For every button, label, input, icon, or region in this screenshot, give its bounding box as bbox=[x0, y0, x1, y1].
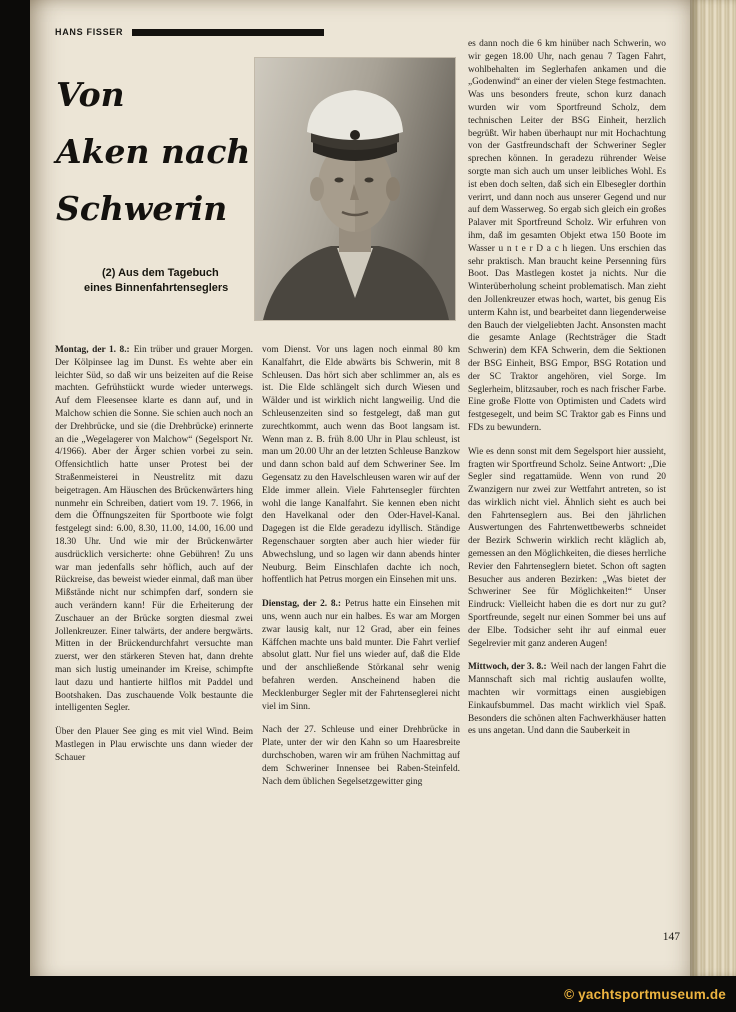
paragraph-text: Petrus hatte ein Einsehen mit uns, wenn auch nur ein halbes. Es war am Morgen zwar lausig kalt, nur 12 Grad, aber ein feines Käffchen machte uns bald munter. Die Fahrt verlief absolut glatt. Nur fiel uns wieder auf, daß die Elde und der anschließende Störkanal sehr wenig befahren werden. Anscheinend haben die Mecklenburger Segler mit der Fahrtenseglerei nicht viel im Sinn. bbox=[262, 599, 460, 712]
subtitle-line-1: (2) Aus dem Tagebuch bbox=[102, 267, 219, 279]
paragraph bbox=[262, 724, 460, 788]
paragraph-text: Nach der 27. Schleuse und einer Drehbrücke in Plate, unter der wir den Kahn so um Haaresbreite durchschoben, waren wir am frühen Nachmittag auf dem Schweriner Innensee bei Raben-Steinfeld. Nach dem üblichen Segelsetzgewitter ging bbox=[262, 725, 460, 787]
text-column-3 bbox=[468, 38, 666, 936]
title-line-1: Von bbox=[56, 75, 125, 114]
paragraph-text: Über den Plauer See ging es mit viel Wind. Beim Mastlegen in Plau erwischte uns dann wieder der Schauer bbox=[55, 727, 253, 763]
paragraph bbox=[262, 598, 460, 713]
paragraph-date-lead: Dienstag, der 2. 8.: bbox=[262, 599, 342, 610]
watermark: © yachtsportmuseum.de bbox=[564, 986, 726, 1002]
portrait-photo bbox=[255, 58, 455, 320]
paragraph bbox=[262, 344, 460, 587]
article-title bbox=[56, 66, 266, 237]
paragraph bbox=[55, 726, 253, 764]
text-column-2 bbox=[262, 344, 460, 936]
text-column-1 bbox=[55, 344, 253, 936]
author-rule-bar bbox=[132, 29, 324, 36]
paragraph-text: Weil nach der langen Fahrt die Mannschaft sich mal richtig auslaufen wollte, machten wir vormittags einen ausgiebigen Einkaufsbummel. Das macht wirklich viel Spaß. Besonders die schönen alten Fachwerkhäuser hatten es uns angetan. Und dann die Sauberkeit in bbox=[468, 662, 666, 737]
page-number: 147 bbox=[662, 931, 680, 943]
book-page-edges bbox=[690, 0, 736, 976]
paragraph bbox=[468, 38, 666, 435]
paragraph-text: Ein trüber und grauer Morgen. Der Kölpinsee lag im Dunst. Es wehte aber ein leichter Süd, so daß wir uns beizeiten auf die Reise machten. Gefrühstückt wurde wieder unterwegs. Auf dem Fleesensee klarte es dann auf, und in Malchow schien die Sonne. Sie schien auch noch an der Drehbrücke, und sie (die Drehbrücke) erinnerte an die „Wegelagerer von Malchow“ (Segelsport Nr. 4/1966). Aber der Ärger schien vorbei zu sein. Offensichtlich hatte unser Protest bei der Straßenmeisterei in Neustrelitz mit dazu beigetragen. Am Häuschen des Brückenwärters hing nunmehr ein Schreiben, datiert vom 19. 7. 1966, in dem die Öffnungszeiten für Sportboote wie folgt festgelegt sind: 6.00, 8.30, 11.00, 14.00, 16.00 und 18.30 Uhr. Und wie mir der Brückenwärter ausdrücklich versicherte: ohne Gebühren! Zu uns war man jedenfalls sehr höflich, auch auf der Rückreise, das beweist wieder einmal, daß man über Mißstände nicht nur schimpfen darf, sondern sie auch verändern kann! Für die Erheiterung der Zuschauer an der Brücke sorgten diesmal zwei Jollenkreuzer. Einer talwärts, der andere bergwärts. Mitten in der Brückendurchfahrt versuchte man zuerst, wer den stärkeren Steven hat, dann drehte man sich lustig umeinander im Kreise, schimpfte laut dazu und hantierte hilflos mit Paddel und Bootshaken. Das zuschauende Volk bestaunte die intelligenten Segler. bbox=[55, 345, 253, 714]
scan-left-border bbox=[0, 0, 30, 1012]
paragraph-date-lead: Montag, der 1. 8.: bbox=[55, 345, 130, 355]
paragraph-date-lead: Mittwoch, der 3. 8.: bbox=[468, 662, 547, 673]
paragraph bbox=[468, 661, 666, 738]
paragraph bbox=[55, 344, 253, 715]
article-subtitle bbox=[84, 266, 274, 296]
scan-bottom-border bbox=[0, 976, 736, 1012]
title-line-3: Schwerin bbox=[56, 189, 228, 228]
masthead bbox=[55, 27, 324, 37]
paragraph bbox=[468, 446, 666, 651]
author-name: HANS FISSER bbox=[55, 27, 124, 37]
paragraph-text: vom Dienst. Vor uns lagen noch einmal 80 km Kanalfahrt, die Elde abwärts bis Schwerin, mit 8 Schleusen. Das hört sich aber schlimmer an, als es ist. Die Elde schlängelt sich durch Wiesen und Wälder und ist wirklich nicht langweilig. Und die Schleusenzeiten sind so festgelegt, daß man gut zurechtkommt, auch wenn das Boot langsam ist. Wenn man z. B. früh 8.00 Uhr in Plau schleust, ist man um 20.00 Uhr an der letzten Schleuse Banzkow und dann schon bald auf dem Schweriner See. Im Gegensatz zu den Havelschleusen waren wir auf der Elde immer allein. Viele Fahrtensegler fürchten wohl die lange Kanalfahrt. Sie kennen eben nicht den Havelkanal oder den Oder-Havel-Kanal. Dagegen ist die Elde geradezu idyllisch. Ständige Regenschauer sorgten aber auch hier wieder für Abwechslung, und so lagen wir dann abends hinter Neuburg. Beim Einschlafen dachte ich noch, hoffentlich hat Petrus morgen ein Einsehen mit uns. bbox=[262, 345, 460, 586]
title-line-2: Aken nach bbox=[56, 132, 251, 171]
subtitle-line-2: eines Binnenfahrtenseglers bbox=[84, 282, 229, 294]
paragraph-text: Wie es denn sonst mit dem Segelsport hier aussieht, fragten wir Sportfreund Scholz. Seine Antwort: „Die Segler sind regattamüde. Wenn von rund 20 Zwanzigern nur zwei zur Wettfahrt antreten, so ist das wirklich nicht viel. Ähnlich sieht es auch bei den Fahrtenseglern aus. Bei den jährlichen Auswertungen des Fahrtenwettbewerbs schneidet der Bezirk Schwerin wirklich recht kläglich ab, gemessen an den Möglichkeiten, die dieses herrliche Revier den Fahrtenseglern bietet. Schon oft sagten Besucher aus anderen Bezirken: „Was bietet der Schweriner See für Möglichkeiten!“ Unser Eindruck: Vielleicht haben die es dort nur zu gut? Sportfreunde, segelt nur einen Sommer bei uns auf der Elbe. Todsicher seht ihr auf einmal euer Segelrevier mit ganz anderen Augen! bbox=[468, 446, 666, 649]
paragraph-text: es dann noch die 6 km hinüber nach Schwerin, wo wir gegen 18.00 Uhr, nach genau 7 Tagen Fahrt, wohlbehalten im Seglerhafen ankamen und die „Godenwind“ an einer der vielen Stege festmachten. Was uns besonders freute, schon kurz danach wurden wir vom Sportfreund Scholz, dem technischen Leiter der BSG Einheit, herzlich begrüßt. Wir haben überhaupt nur mit Hochachtung von der Gastfreundschaft der Schweriner Segler sprechen können. In geradezu rührender Weise sorgte man sich auch um unser leibliches Wohl. Es ist eben doch selten, daß sich ein Elbesegler dorthin verirrt, und dann noch aus unserer Gegend und nur auf dem Wasserweg. So ergab sich gleich ein großes Palaver mit Sportfreund Scholz. Wir erfuhren von ihm, daß im gesamten Objekt etwa 150 Boote im Wasser u n t e r D a c h liegen. Uns erschien das sehr praktisch. Man braucht keine Persenning fürs Boot. Das Mastlegen kostet ja nichts. Nur die Winterüberholung scheint problematisch. Man zieht den Jollenkreuzer etwas hoch, wartet, bis genug Eis unterm Kahn ist, und bearbeitet dann liegenderweise den Bauch der vielgeliebten Jacht. Ansonsten macht die gesamte Anlage (Rechtsträger die Stadt Schwerin) dem KFA Schwerin, dem die Sektionen der BSG Einheit, BSG Empor, BSG Rotation und der SC Traktor angehören, viel Sorge. Im Seglerheim, blitzsauber, roch es nach frischer Farbe. Eine große Flotte von Optimisten und Cadets wird festgesegelt, und beim SC Traktor gab es Finns und FDs zu bewundern. bbox=[468, 39, 666, 433]
